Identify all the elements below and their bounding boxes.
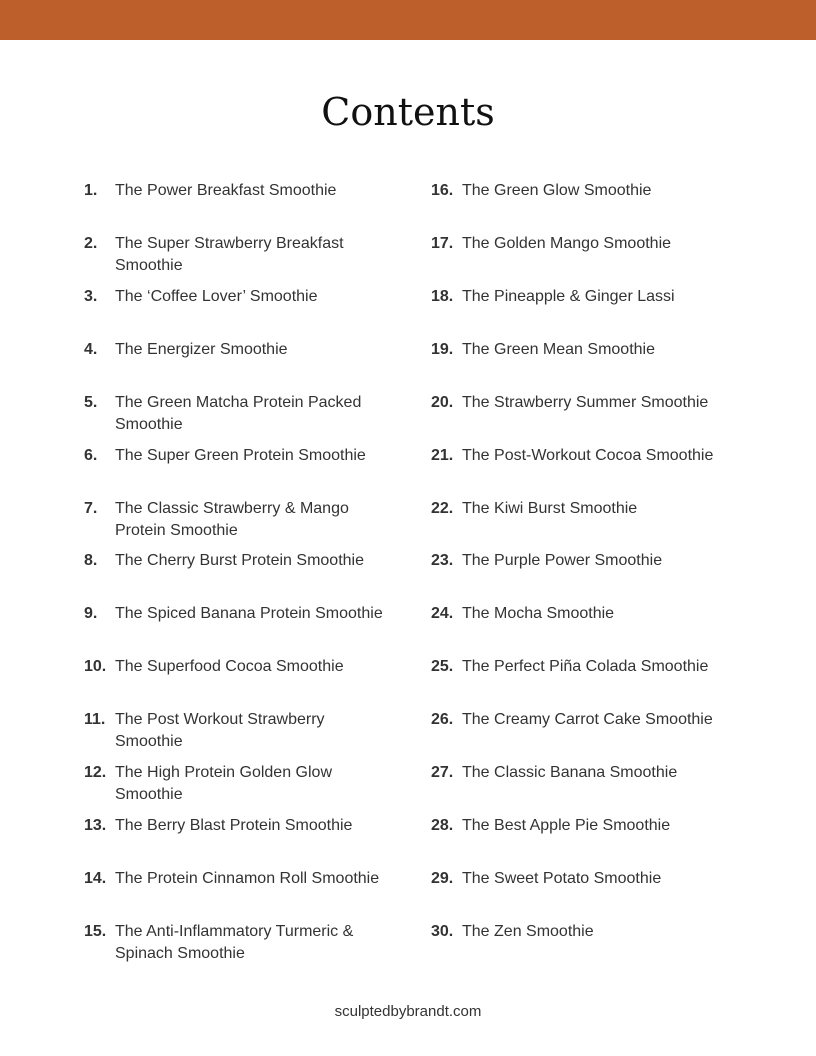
toc-number: 20. xyxy=(431,394,454,411)
toc-title: The Purple Power Smoothie xyxy=(462,552,663,569)
toc-number: 18. xyxy=(431,288,454,305)
toc-entry[interactable] xyxy=(431,815,731,837)
toc-number: 29. xyxy=(431,870,454,887)
toc-title: The Green Matcha Protein Packed Smoothie xyxy=(115,394,362,433)
toc-title: The Super Strawberry Breakfast Smoothie xyxy=(115,235,344,274)
toc-number: 23. xyxy=(431,552,454,569)
toc-number: 5. xyxy=(84,394,98,411)
toc-number: 11. xyxy=(84,711,106,728)
toc-number: 25. xyxy=(431,658,454,675)
toc-number: 3. xyxy=(84,288,98,305)
toc-entry[interactable] xyxy=(431,498,731,520)
toc-title: The Best Apple Pie Smoothie xyxy=(462,817,671,834)
toc-number: 19. xyxy=(431,341,454,358)
toc-title: The Green Mean Smoothie xyxy=(462,341,655,358)
toc-number: 9. xyxy=(84,605,98,622)
toc-number: 17. xyxy=(431,235,454,252)
toc-entry[interactable] xyxy=(431,709,731,731)
toc-title: The Cherry Burst Protein Smoothie xyxy=(115,552,364,569)
toc-title: The Kiwi Burst Smoothie xyxy=(462,500,638,517)
toc-title: The ‘Coffee Lover’ Smoothie xyxy=(115,288,318,305)
toc-number: 7. xyxy=(84,500,98,517)
toc-entry[interactable] xyxy=(431,550,731,572)
toc-entry[interactable] xyxy=(84,815,394,837)
toc-entry[interactable] xyxy=(84,180,394,202)
toc-entry[interactable] xyxy=(431,339,731,361)
toc-title: The Perfect Piña Colada Smoothie xyxy=(462,658,709,675)
toc-entry[interactable] xyxy=(431,445,731,467)
toc-title: The Super Green Protein Smoothie xyxy=(115,447,366,464)
toc-entry[interactable] xyxy=(84,286,394,308)
toc-number: 30. xyxy=(431,923,454,940)
toc-number: 26. xyxy=(431,711,454,728)
toc-entry[interactable] xyxy=(431,921,731,943)
toc-title: The High Protein Golden Glow Smoothie xyxy=(115,764,332,803)
footer-url: sculptedbybrandt.com xyxy=(334,1003,482,1020)
toc-entry[interactable] xyxy=(84,498,394,542)
toc-entry[interactable] xyxy=(431,392,731,414)
toc-title: The Creamy Carrot Cake Smoothie xyxy=(462,711,713,728)
page-title: Contents xyxy=(321,90,495,134)
toc-entry[interactable] xyxy=(431,286,731,308)
toc-title: The Strawberry Summer Smoothie xyxy=(462,394,709,411)
toc-title: The Protein Cinnamon Roll Smoothie xyxy=(115,870,380,887)
toc-number: 15. xyxy=(84,923,107,940)
toc-number: 2. xyxy=(84,235,98,252)
toc-title: The Spiced Banana Protein Smoothie xyxy=(115,605,383,622)
toc-number: 10. xyxy=(84,658,107,675)
toc-entry[interactable] xyxy=(84,762,394,806)
toc-entry[interactable] xyxy=(431,762,731,784)
toc-number: 24. xyxy=(431,605,454,622)
toc-number: 27. xyxy=(431,764,454,781)
toc-number: 8. xyxy=(84,552,98,569)
toc-number: 16. xyxy=(431,182,454,199)
toc-title: The Golden Mango Smoothie xyxy=(462,235,672,252)
toc-number: 6. xyxy=(84,447,98,464)
toc-number: 28. xyxy=(431,817,454,834)
toc-entry[interactable] xyxy=(431,868,731,890)
header-band xyxy=(0,0,816,40)
toc-number: 1. xyxy=(84,182,98,199)
toc-entry[interactable] xyxy=(431,180,731,202)
toc-entry[interactable] xyxy=(84,233,394,277)
toc-title: The Anti-Inflammatory Turmeric & Spinach Smoothie xyxy=(115,923,354,962)
toc-title: The Mocha Smoothie xyxy=(462,605,615,622)
toc-number: 4. xyxy=(84,341,98,358)
toc-title: The Classic Strawberry & Mango Protein Smoothie xyxy=(115,500,349,539)
toc-title: The Zen Smoothie xyxy=(462,923,594,940)
toc-title: The Pineapple & Ginger Lassi xyxy=(462,288,675,305)
toc-entry[interactable] xyxy=(84,550,394,572)
toc-number: 12. xyxy=(84,764,107,781)
toc-title: The Classic Banana Smoothie xyxy=(462,764,678,781)
toc-entry[interactable] xyxy=(431,656,731,678)
toc-title: The Green Glow Smoothie xyxy=(462,182,652,199)
toc-title: The Superfood Cocoa Smoothie xyxy=(115,658,344,675)
toc-number: 13. xyxy=(84,817,107,834)
toc-entry[interactable] xyxy=(431,233,731,255)
toc-title: The Post-Workout Cocoa Smoothie xyxy=(462,447,714,464)
toc-entry[interactable] xyxy=(84,709,394,753)
toc-entry[interactable] xyxy=(84,656,394,678)
toc-entry[interactable] xyxy=(84,921,394,965)
toc-title: The Post Workout Strawberry Smoothie xyxy=(115,711,325,750)
toc-number: 21. xyxy=(431,447,454,464)
toc-entry[interactable] xyxy=(431,603,731,625)
toc-entry[interactable] xyxy=(84,392,394,436)
toc-title: The Energizer Smoothie xyxy=(115,341,288,358)
toc-number: 14. xyxy=(84,870,107,887)
toc-entry[interactable] xyxy=(84,445,394,467)
toc-title: The Sweet Potato Smoothie xyxy=(462,870,662,887)
toc-title: The Berry Blast Protein Smoothie xyxy=(115,817,353,834)
toc-title: The Power Breakfast Smoothie xyxy=(115,182,337,199)
toc-entry[interactable] xyxy=(84,868,394,890)
toc-entry[interactable] xyxy=(84,603,394,625)
toc-number: 22. xyxy=(431,500,454,517)
toc-entry[interactable] xyxy=(84,339,394,361)
